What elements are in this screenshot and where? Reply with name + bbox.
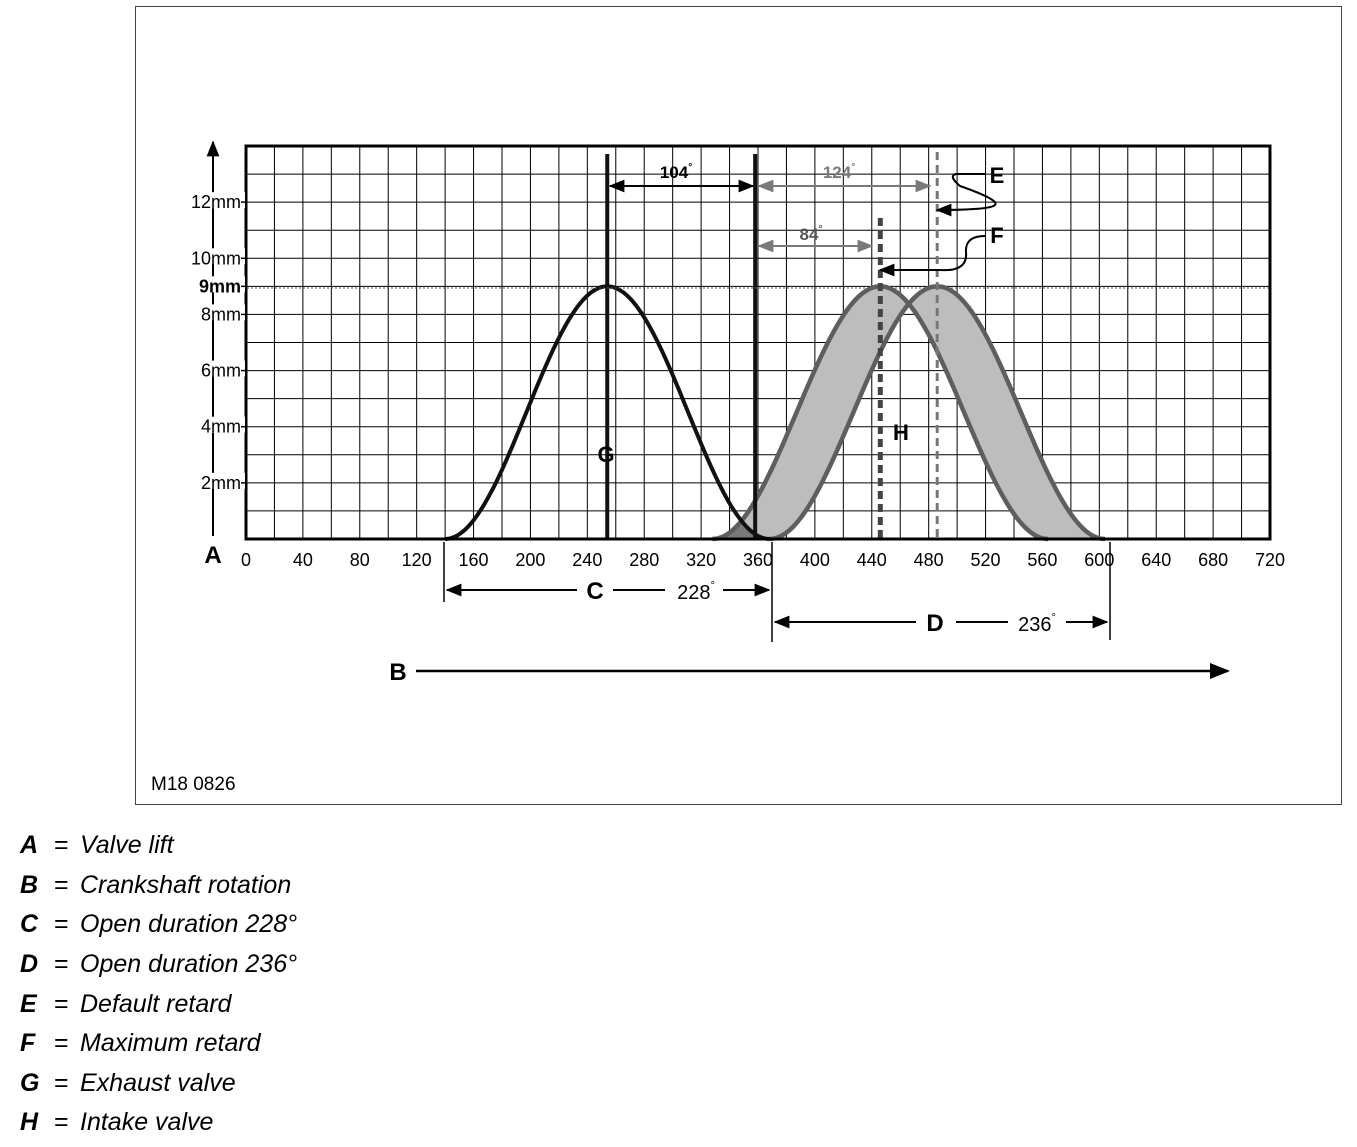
legend-equals: = [54, 950, 69, 979]
legend-item [20, 866, 297, 906]
legend-item [20, 1103, 297, 1143]
legend-equals: = [54, 1068, 69, 1097]
legend-item [20, 1024, 297, 1064]
dim-c-letter: C [586, 578, 604, 605]
x-tick-label: 240 [572, 550, 603, 570]
legend-text: Default retard [80, 989, 232, 1018]
x-tick-label: 680 [1198, 550, 1229, 570]
legend-item [20, 905, 297, 945]
legend-equals: = [54, 1108, 69, 1137]
x-tick-label: 200 [515, 550, 546, 570]
y-axis-ticks [183, 192, 246, 493]
y-tick-label: 9mm [198, 276, 241, 297]
legend-equals: = [54, 910, 69, 939]
legend-equals: = [54, 831, 69, 860]
legend-item [20, 945, 297, 985]
x-tick-label: 480 [913, 550, 944, 570]
x-tick-label: 640 [1141, 550, 1172, 570]
x-tick-label: 560 [1027, 550, 1058, 570]
x-tick-label: 160 [458, 550, 489, 570]
legend-text: Open duration 228° [80, 910, 298, 939]
legend-item [20, 984, 297, 1024]
x-tick-label: 320 [686, 550, 717, 570]
x-tick-label: 40 [292, 550, 313, 570]
legend-item [20, 1064, 297, 1104]
legend-key: A [20, 831, 39, 860]
legend-text: Maximum retard [80, 1029, 261, 1058]
legend-text: Exhaust valve [80, 1068, 236, 1097]
y-tick-label: 6mm [201, 360, 241, 381]
legend-key: B [20, 870, 39, 899]
legend-key: G [20, 1068, 40, 1097]
y-tick-label: 8mm [201, 304, 241, 325]
x-tick-label: 80 [349, 550, 370, 570]
legend-equals: = [54, 870, 69, 899]
callout-e-line [937, 174, 996, 210]
x-tick-label: 400 [799, 550, 830, 570]
legend [20, 826, 297, 1143]
dim-84-label: 84° [799, 224, 823, 244]
dim-d-value: 236° [1018, 612, 1056, 636]
legend-key: F [20, 1029, 36, 1058]
x-tick-label: 440 [856, 550, 887, 570]
marker-e: E [989, 163, 1005, 188]
legend-key: H [20, 1108, 39, 1137]
legend-text: Intake valve [80, 1108, 214, 1137]
x-tick-label: 120 [401, 550, 432, 570]
intake-marker-h: H [893, 420, 909, 445]
x-tick-label: 520 [970, 550, 1001, 570]
dim-124-label: 124° [822, 162, 856, 182]
x-tick-label: 600 [1084, 550, 1115, 570]
y-tick-label: 12mm [190, 192, 241, 213]
crank-letter: B [389, 659, 407, 686]
legend-equals: = [54, 1029, 69, 1058]
y-tick-label: 4mm [201, 416, 241, 437]
figure-code: M18 0826 [151, 774, 236, 795]
dim-104-label: 104° [659, 162, 693, 182]
exhaust-marker-g: G [597, 442, 615, 467]
x-tick-label: 280 [629, 550, 660, 570]
chart-grid [246, 146, 1270, 539]
legend-text: Valve lift [80, 831, 174, 860]
x-tick-label: 0 [240, 550, 252, 570]
dim-d-letter: D [926, 610, 944, 637]
legend-text: Open duration 236° [80, 950, 298, 979]
dim-c-value: 228° [677, 580, 715, 604]
y-tick-label: 2mm [201, 472, 241, 493]
legend-key: C [20, 910, 39, 939]
legend-key: E [20, 989, 37, 1018]
y-tick-label: 10mm [190, 248, 241, 269]
legend-text: Crankshaft rotation [80, 870, 292, 899]
marker-f: F [990, 223, 1004, 248]
legend-equals: = [54, 989, 69, 1018]
y-axis-letter: A [204, 542, 222, 569]
legend-item [20, 826, 297, 866]
intake-area-fills [713, 286, 1106, 539]
intake-range-fill [713, 286, 1106, 539]
callout-f-line [880, 236, 985, 270]
x-tick-label: 360 [742, 550, 774, 570]
legend-key: D [20, 950, 39, 979]
x-tick-label: 720 [1254, 550, 1286, 570]
x-axis-ticks [241, 550, 1285, 570]
